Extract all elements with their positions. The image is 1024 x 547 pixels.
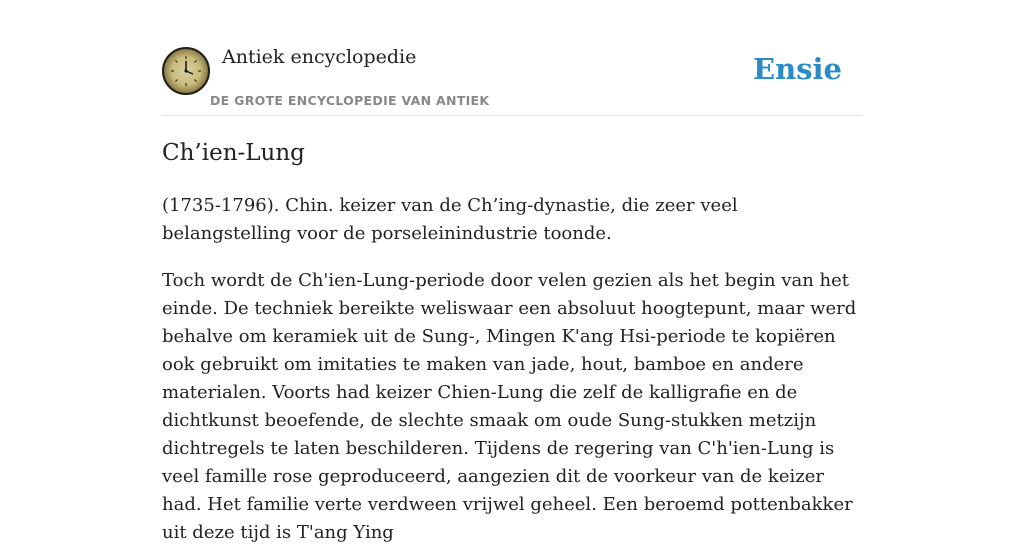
site-header [162,0,862,116]
article-paragraph: Toch wordt de Ch'ien-Lung-periode door velen gezien als het begin van het einde. De techniek bereikte weliswaar een absoluut hoogtepunt, maar werd behalve om keramiek uit de Sung-, Mingen K'ang Hsi-periode te kopiëren ook gebruikt om imitaties te maken van jade, hout, bamboe en andere materialen. Voorts had keizer Chien-Lung die zelf de kalligrafie en de dichtkunst beoefende, de slechte smaak om oude Sung-stukken metzijn dichtregels te laten beschilderen. Tijdens de regering van C'h'ien-Lung is veel famille rose geproduceerd, aangezien dit de voorkeur van de keizer had. Het familie verte verdween vrijwel geheel. Een beroemd pottenbakker uit deze tijd is T'ang Ying [162,270,857,543]
site-subtitle: DE GROTE ENCYCLOPEDIE VAN ANTIEK [210,93,490,108]
page-container [162,0,862,543]
clock-icon[interactable] [162,47,210,95]
article-paragraph: (1735-1796). Chin. keizer van de Ch’ing-dynastie, die zeer veel belangstelling voor de porseleinindustrie toonde. [162,195,738,244]
clock-face [164,49,208,93]
article-title: Ch’ien-Lung [162,140,305,166]
brand-logo[interactable]: Ensie [753,52,842,86]
site-title[interactable]: Antiek encyclopedie [222,46,417,68]
